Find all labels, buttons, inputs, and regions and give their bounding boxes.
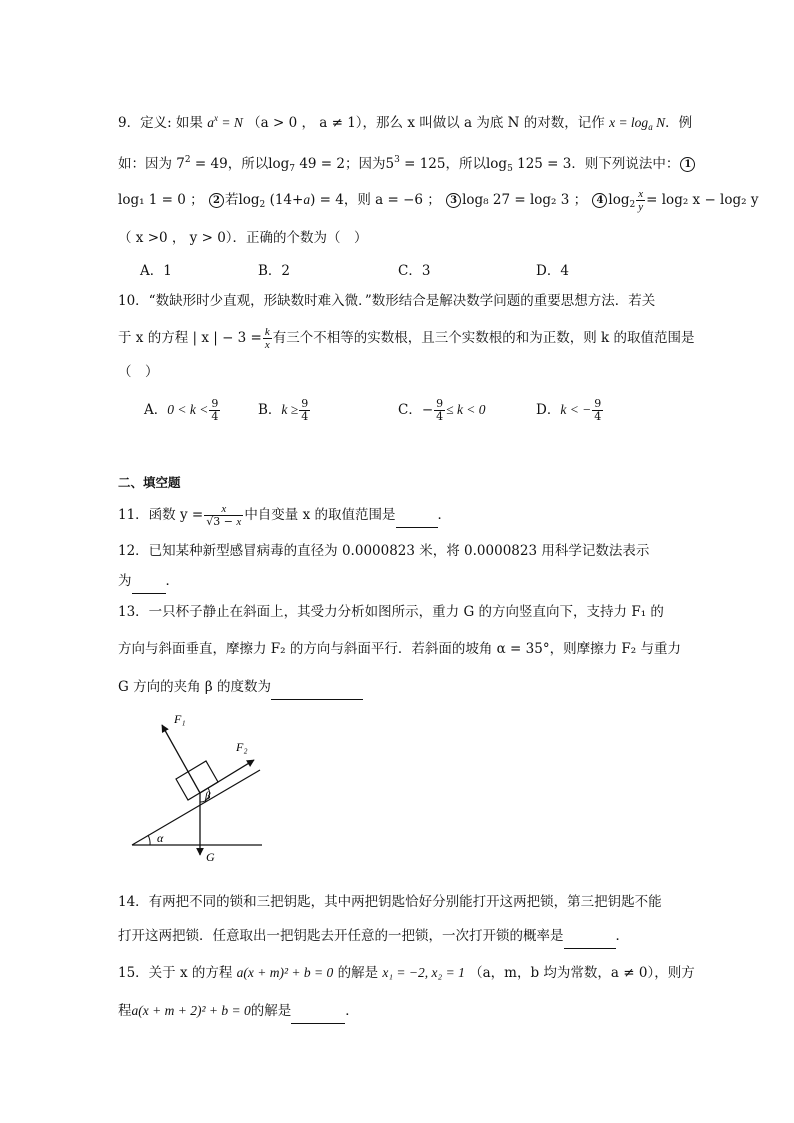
q10-line2-tail: 有三个不相等的实数根，且三个实数根的和为正数，则 k 的取值范围是	[272, 330, 695, 346]
q9-line2-mid1: ，所以	[227, 156, 269, 172]
circled-one-icon: 1	[680, 157, 695, 172]
q15-line2-tail: 的解是	[250, 1003, 292, 1019]
q15-answer-blank[interactable]	[291, 1003, 345, 1024]
q11-answer-blank[interactable]	[396, 507, 438, 528]
q12-end: ．	[165, 573, 179, 589]
q15-solution: x₁ = −2, x₂ = 1	[382, 965, 465, 980]
q15-lead: 15．关于 x 的方程	[118, 965, 233, 981]
q14-answer-blank[interactable]	[564, 928, 616, 949]
q12-answer-blank[interactable]	[132, 573, 166, 594]
incline-line	[132, 770, 260, 845]
q10-option-b[interactable]: B．k ≥ $\frac{9}{4}$	[258, 397, 309, 423]
circled-two-icon: 2	[209, 193, 224, 208]
q15-line-2	[118, 1001, 359, 1024]
q14-line-1: 14．有两把不同的锁和三把钥匙，其中两把钥匙恰好分别能打开这两把锁，第三把钥匙不能	[118, 894, 662, 910]
f1-arrow	[162, 725, 200, 793]
q15-line-1	[118, 963, 695, 983]
q9-eq-2: $\log_7 49 = 2$	[268, 156, 345, 174]
alpha-arc	[148, 835, 150, 845]
q13-line-1: 13．一只杯子静止在斜面上，其受力分析如图所示，重力 G 的方向竖直向下，支持力 F₁ 的	[118, 604, 664, 620]
q15-end: ．	[345, 1003, 359, 1019]
q15-tail: （a，m，b 均为常数，a ≠ 0），则方	[469, 965, 695, 981]
q14-end: ．	[615, 928, 629, 944]
q9-line-2	[118, 150, 696, 179]
q9-line2-lead: 如：因为	[118, 156, 172, 172]
q10-line-3: （ ）	[118, 364, 159, 380]
q15-line2-lead: 程	[118, 1003, 132, 1019]
q11-lead: 11．函数 y =	[118, 507, 204, 523]
f2-label: F₂	[236, 740, 248, 754]
q9-line2-mid3: ，所以	[445, 156, 486, 172]
q9-formula-log: $x = \log_a N$	[609, 115, 666, 132]
q10-line2-lead: 于 x 的方程 | x | − 3 =	[118, 330, 262, 346]
q10-fraction-k-over-x: $\frac{k}{x}$	[264, 326, 270, 351]
q11-tail: 中自变量 x 的取值范围是	[244, 507, 396, 523]
q9-eq-4: $\log_5 125 = 3$	[485, 156, 572, 174]
circled-four-icon: 4	[592, 193, 607, 208]
q9-statement-1: log₁ 1 = 0 ；	[118, 192, 204, 208]
q10-option-d[interactable]: D．k < − $\frac{9}{4}$	[536, 397, 602, 423]
q9-option-d[interactable]: D．4	[536, 263, 569, 279]
q13-answer-blank[interactable]	[271, 679, 363, 700]
beta-label: β	[205, 790, 211, 802]
alpha-label: α	[157, 831, 164, 845]
q13-line-3	[118, 677, 363, 700]
q9-s2-formula: $\log_2 (14+a) = 4$	[238, 192, 344, 210]
q15-mid: 的解是	[337, 965, 379, 981]
q9-s4-tail: = log₂ x − log₂ y	[646, 192, 759, 208]
q9-example-end: ．例	[665, 115, 693, 131]
q10-option-d-label: D．	[536, 402, 561, 418]
q9-line-4	[118, 228, 368, 248]
q10-line-1: 10．“数缺形时少直观，形缺数时难入微．”数形结合是解决数学问题的重要思想方法．若关	[118, 293, 656, 309]
q9-line2-mid2: ；因为	[344, 156, 386, 172]
q9-s2-lead: 若	[224, 192, 239, 208]
q13-line-2: 方向与斜面垂直，摩擦力 F₂ 的方向与斜面平行．若斜面的坡角 α = 35°，则摩擦力 F₂ 与重力	[118, 641, 681, 657]
q9-def-lead: 定义: 如果	[140, 115, 203, 131]
q9-def-cond: （a > 0 ， a ≠ 1），那么 x 叫做以 a 为底 N 的对数，记作	[247, 115, 605, 131]
q10-option-c[interactable]: C．− $\frac{9}{4}$ ≤ k < 0	[398, 397, 486, 423]
q9-formula-def: $a^x = N$	[207, 113, 243, 130]
section-title: 二、填空题	[118, 475, 181, 490]
q9-line-3	[118, 188, 758, 215]
circled-three-icon: 3	[446, 193, 461, 208]
cup-block	[176, 761, 218, 800]
q14-line-2	[118, 926, 629, 949]
q10-option-a[interactable]: A．0 < k < $\frac{9}{4}$	[144, 397, 219, 423]
f1-label: F₁	[174, 712, 186, 726]
q10-option-b-label: B．	[258, 402, 282, 418]
q9-option-a[interactable]: A．1	[140, 263, 172, 279]
g-label: G	[206, 850, 215, 864]
q9-statement-3: log₈ 27 = log₂ 3 ；	[462, 192, 588, 208]
q14-line2: 打开这两把锁．任意取出一把钥匙去开任意的一把锁，一次打开锁的概率是	[118, 928, 564, 944]
q12-line-2	[118, 571, 179, 594]
q9-option-c[interactable]: C．3	[398, 263, 431, 279]
q9-number: 9．	[118, 115, 141, 131]
q12-line-1: 12．已知某种新型感冒病毒的直径为 0.0000823 米，将 0.0000823 用科学记数法表示	[118, 543, 650, 559]
q10-line-2	[118, 326, 695, 351]
q13-line3: G 方向的夹角 β 的度数为	[118, 679, 271, 695]
q9-s2-tail: ，则 a = −6 ；	[343, 192, 441, 208]
q9-condition: （ x >0 ， y > 0）．正确的个数为（ ）	[118, 230, 368, 246]
q11-end: ．	[437, 507, 452, 523]
q11-line	[118, 503, 451, 528]
q10-option-c-label: C．	[398, 402, 422, 418]
q9-eq-3: $5^3 = 125$	[385, 155, 446, 172]
q9-line2-tail: ．则下列说法中：	[571, 156, 680, 172]
q15-equation-2: a(x + m + 2)² + b = 0	[131, 1003, 251, 1018]
q10-option-a-label: A．	[144, 402, 168, 418]
q11-fraction: $\frac{x}{√3 - x}$	[206, 503, 242, 528]
q9-eq-1: $7^2 = 49$	[176, 155, 228, 172]
q9-s4-formula: $\log_2$ $\frac{x}{y}$	[608, 188, 644, 213]
force-diagram	[120, 705, 280, 870]
q9-option-b[interactable]: B．2	[258, 263, 291, 279]
q9-line-1	[118, 108, 692, 137]
q12-line2: 为	[118, 573, 132, 589]
q15-equation-1: a(x + m)² + b = 0	[236, 965, 334, 980]
